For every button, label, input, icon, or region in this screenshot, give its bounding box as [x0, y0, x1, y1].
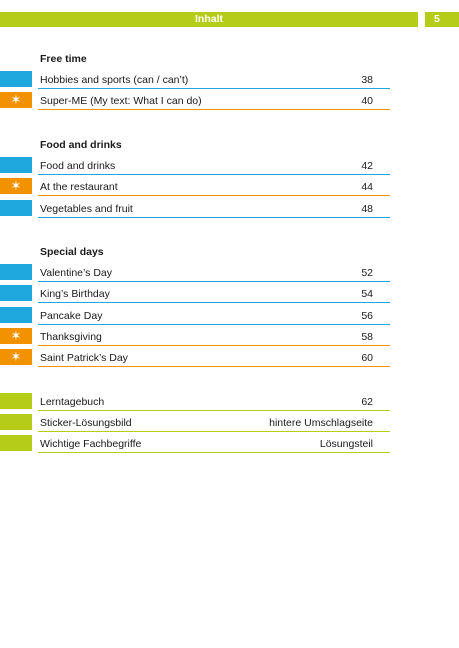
marker	[0, 92, 32, 108]
underline	[38, 324, 390, 325]
marker	[0, 178, 32, 194]
toc-entry[interactable]	[0, 283, 390, 303]
entry-page: 44	[361, 181, 373, 193]
star-icon: ✶	[10, 178, 22, 193]
entry-label: Thanksgiving	[40, 331, 102, 343]
toc-entry[interactable]	[0, 90, 390, 110]
entry-page: 62	[361, 396, 373, 408]
underline	[38, 109, 390, 110]
entry-label: Saint Patrick’s Day	[40, 352, 128, 364]
entry-page: 58	[361, 331, 373, 343]
underline	[38, 302, 390, 303]
entry-page: 40	[361, 95, 373, 107]
page-number: 5	[434, 13, 440, 25]
toc-entry[interactable]	[0, 305, 390, 325]
toc-entry[interactable]	[0, 262, 390, 282]
toc-entry[interactable]	[0, 155, 390, 175]
entry-label: Lerntagebuch	[40, 396, 105, 408]
entry-label: Vegetables and fruit	[40, 203, 133, 215]
entry-label: Pancake Day	[40, 310, 103, 322]
marker	[0, 307, 32, 323]
marker	[0, 71, 32, 87]
underline	[38, 281, 390, 282]
toc-entry[interactable]	[0, 347, 390, 367]
entry-label: At the restaurant	[40, 181, 118, 193]
section-title-food-and-drinks: Food and drinks	[40, 139, 122, 151]
entry-page: 60	[361, 352, 373, 364]
entry-page: Lösungsteil	[319, 438, 373, 450]
entry-page: 38	[361, 74, 373, 86]
underline	[38, 366, 390, 367]
section-title-free-time: Free time	[40, 53, 87, 65]
marker	[0, 328, 32, 344]
entry-page: 56	[361, 310, 373, 322]
entry-page: hintere Umschlagseite	[269, 417, 373, 429]
toc-entry[interactable]	[0, 176, 390, 196]
star-icon: ✶	[10, 349, 22, 364]
page-number-box	[425, 12, 459, 27]
entry-label: Food and drinks	[40, 160, 116, 172]
underline	[38, 345, 390, 346]
marker	[0, 200, 32, 216]
entry-label: Valentine’s Day	[40, 267, 112, 279]
underline	[38, 410, 390, 411]
entry-page: 48	[361, 203, 373, 215]
underline	[38, 452, 390, 453]
entry-label: Sticker-Lösungsbild	[40, 417, 132, 429]
toc-entry[interactable]	[0, 326, 390, 346]
underline	[38, 174, 390, 175]
page-title: Inhalt	[195, 13, 223, 25]
marker	[0, 435, 32, 451]
star-icon: ✶	[10, 92, 22, 107]
underline	[38, 431, 390, 432]
marker	[0, 157, 32, 173]
entry-label: Super-ME (My text: What I can do)	[40, 95, 202, 107]
entry-label: Hobbies and sports (can / can’t)	[40, 74, 189, 86]
entry-page: 52	[361, 267, 373, 279]
toc-entry[interactable]	[0, 433, 390, 453]
underline	[38, 217, 390, 218]
marker	[0, 393, 32, 409]
marker	[0, 349, 32, 365]
underline	[38, 195, 390, 196]
marker	[0, 285, 32, 301]
entry-label: Wichtige Fachbegriffe	[40, 438, 142, 450]
toc-entry[interactable]	[0, 198, 390, 218]
section-title-special-days: Special days	[40, 246, 104, 258]
underline	[38, 88, 390, 89]
header-bar	[0, 12, 418, 27]
entry-label: King’s Birthday	[40, 288, 110, 300]
marker	[0, 414, 32, 430]
toc-entry[interactable]	[0, 69, 390, 89]
entry-page: 54	[361, 288, 373, 300]
toc-entry[interactable]	[0, 412, 390, 432]
entry-page: 42	[361, 160, 373, 172]
marker	[0, 264, 32, 280]
star-icon: ✶	[10, 328, 22, 343]
toc-entry[interactable]	[0, 391, 390, 411]
